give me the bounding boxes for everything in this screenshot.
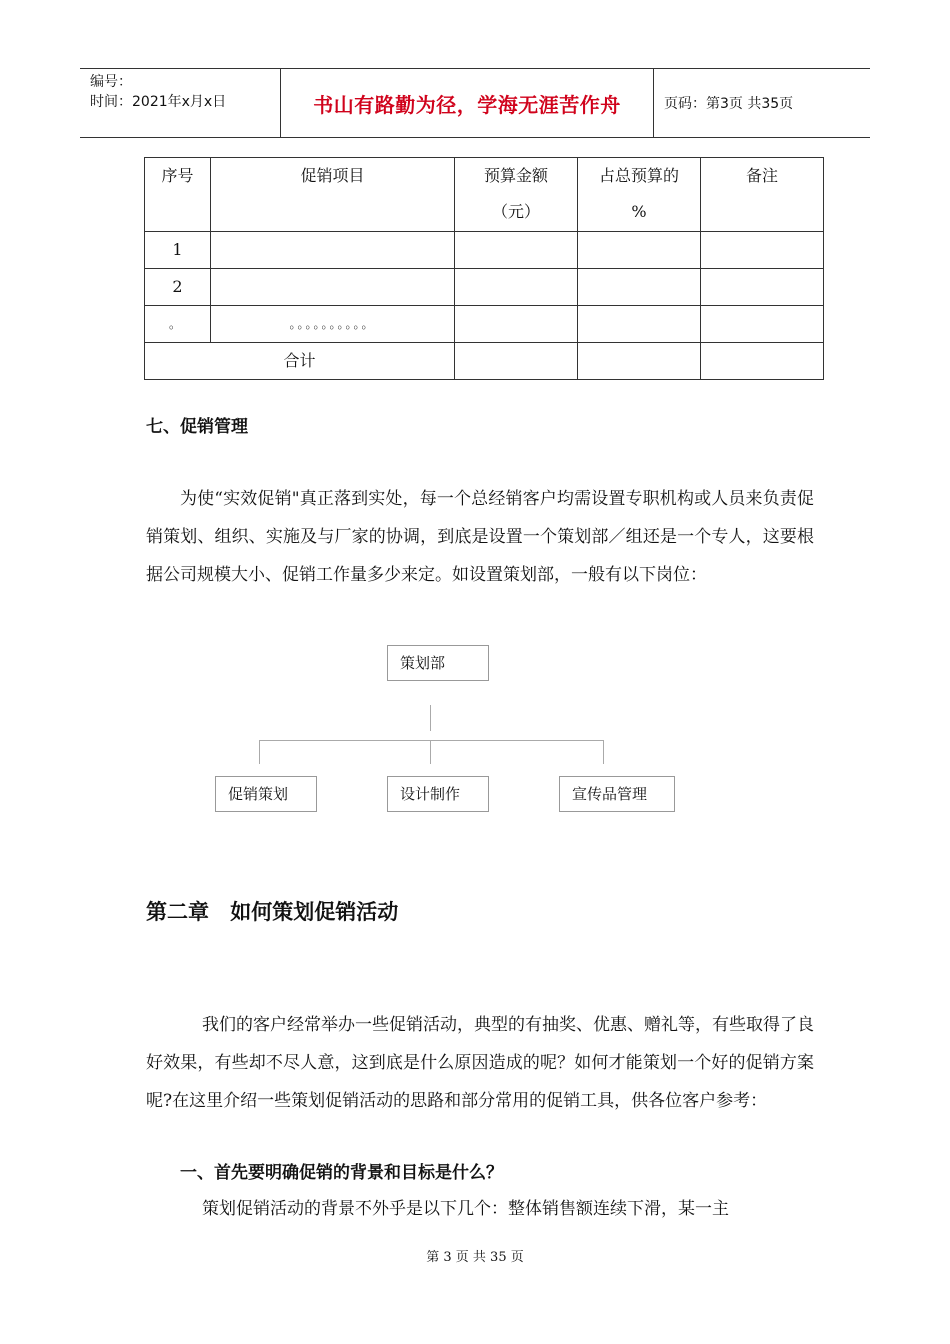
row-note (701, 232, 824, 269)
section-paragraph: 为使“实效促销"真正落到实处，每一个总经销客户均需设置专职机构或人员来负责促销策划、组织、实施及与厂家的协调，到底是设置一个策划部／组还是一个专人，这要根据公司规模大小、促销工作量多少来定。如设置策划部，一般有以下岗位： (146, 489, 814, 585)
table-row (145, 232, 824, 269)
row-share (578, 232, 701, 269)
org-child-box: 促销策划 (215, 776, 317, 812)
row-share (578, 269, 701, 306)
header-amount: 预算金额 （元） (455, 158, 578, 232)
row-seq: 。 (145, 306, 211, 343)
row-seq: 1 (145, 232, 211, 269)
row-item (211, 269, 455, 306)
table-total-row (145, 343, 824, 380)
total-share (578, 343, 701, 380)
total-note (701, 343, 824, 380)
header-meta (80, 69, 281, 137)
org-connector (430, 740, 431, 764)
header-motto: 书山有路勤为径，学海无涯苦作舟 (281, 69, 654, 137)
header-item: 促销项目 (211, 158, 455, 232)
row-note (701, 269, 824, 306)
chapter-title: 第二章 如何策划促销活动 (146, 900, 399, 924)
org-connector (259, 740, 604, 741)
table-row (145, 269, 824, 306)
row-share (578, 306, 701, 343)
page-footer: 第 3 页 共 35 页 (426, 1250, 524, 1265)
row-note (701, 306, 824, 343)
time-label: 时间：2021年x月x日 (90, 94, 227, 110)
table-row (145, 306, 824, 343)
org-child-box: 设计制作 (387, 776, 489, 812)
org-connector (603, 740, 604, 764)
header-page-label: 页码：第3页 共35页 (664, 96, 794, 112)
header-share: 占总预算的 % (578, 158, 701, 232)
org-connector (430, 705, 431, 731)
row-seq: 2 (145, 269, 211, 306)
budget-table (144, 157, 824, 380)
chapter-subheading: 一、首先要明确促销的背景和目标是什么？ (180, 1163, 503, 1183)
chapter-paragraph: 我们的客户经常举办一些促销活动，典型的有抽奖、优惠、赠礼等，有些取得了良好效果，有些却不尽人意，这到底是什么原因造成的呢？如何才能策划一个好的促销方案呢?在这里介绍一些策划促销活动的思路和部分常用的促销工具，供各位客户参考： (146, 1015, 814, 1111)
number-label: 编号： (90, 74, 132, 90)
row-item: 。。。。。。。。。。 (211, 306, 455, 343)
header-seq: 序号 (145, 158, 211, 232)
total-amount (455, 343, 578, 380)
header-note: 备注 (701, 158, 824, 232)
page-header (80, 68, 870, 138)
org-root-box: 策划部 (387, 645, 489, 681)
section-heading: 七、促销管理 (146, 417, 248, 437)
row-amount (455, 269, 578, 306)
row-amount (455, 232, 578, 269)
chapter-paragraph-2: 策划促销活动的背景不外乎是以下几个：整体销售额连续下滑，某一主 (202, 1199, 729, 1219)
row-amount (455, 306, 578, 343)
table-header-row (145, 158, 824, 232)
org-child-box: 宣传品管理 (559, 776, 675, 812)
total-label: 合计 (145, 343, 455, 380)
row-item (211, 232, 455, 269)
org-connector (259, 740, 260, 764)
